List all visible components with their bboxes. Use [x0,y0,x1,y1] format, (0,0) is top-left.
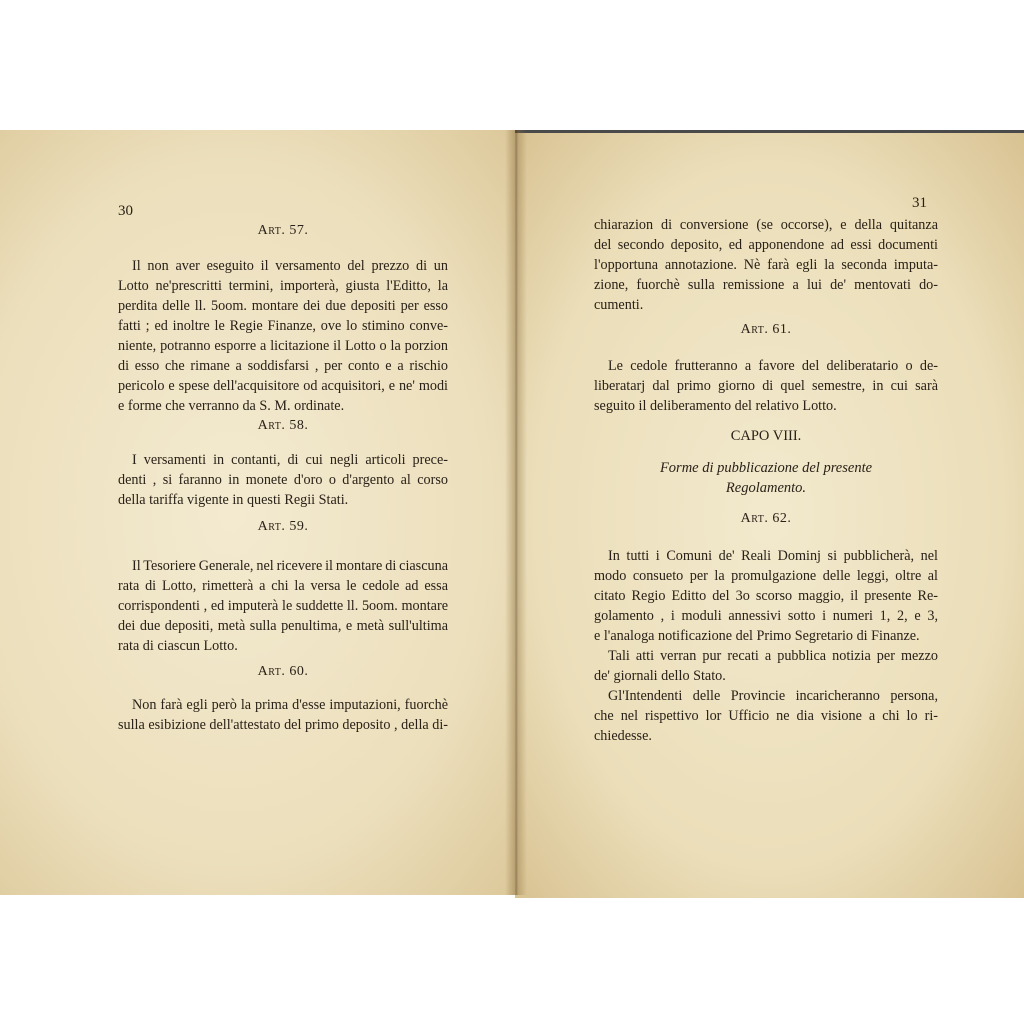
text-line: corrispondenti , ed imputerà le suddette ll. 5oom. montare [118,598,448,614]
article-57-text [118,256,448,416]
left-page [0,130,515,895]
heading-text: Art. 59. [257,519,309,534]
chapter-subtitle-line: Forme di pubblicazione del presente [659,460,873,476]
page-number-right: 31 [912,195,927,211]
text-line: Il Tesoriere Generale, nel ricevere il montare di ciascuna [132,558,448,574]
text-line: golamento , i moduli annessivi sotto i numeri 1, 2, e 3, [594,608,938,624]
chapter-subtitle [594,458,938,498]
article-59-text [118,556,448,656]
article-61-heading [594,322,938,338]
text-line: e l'analoga notificazione del Primo Segretario di Finanze. [594,628,920,644]
text-line: Il non aver eseguito il versamento del prezzo di un [132,258,448,274]
article-58-heading [118,418,448,434]
article-60-text [118,695,448,735]
page-number-left: 30 [118,203,133,219]
text-line: liberatarj dal primo giorno di quel semestre, in cui sarà [594,378,938,394]
text-line: che nel rispettivo lor Ufficio ne dia visione a chi lo ri- [594,708,938,724]
text-line: rata di Lotto, rimetterà a chi la versa le cedole ad essa [118,578,448,594]
text-line: citato Regio Editto del 3o scorso maggio, il presente Re- [594,588,938,604]
chapter-heading: CAPO VIII. [730,428,802,444]
text-line: Non farà egli però la prima d'esse imputazioni, fuorchè [132,697,448,713]
text-line: Le cedole frutteranno a favore del deliberatario o de- [608,358,938,374]
text-line: fatti ; ed inoltre le Regie Finanze, ove lo stimino conve- [118,318,448,334]
heading-text: Art. 58. [257,418,309,433]
text-line: chiedesse. [594,728,652,744]
text-line: pericolo e spese dell'acquisitore od acquisitori, e ne' modi [118,378,448,394]
text-line: Lotto ne'prescritti termini, importerà, giusta l'Editto, la [118,278,448,294]
article-62-text [594,546,938,746]
article-60-heading [118,664,448,680]
text-line: di esso che rimane a soddisfarsi , per conto e a rischio [118,358,448,374]
text-line: rata di ciascun Lotto. [118,638,238,654]
article-58-text [118,450,448,510]
text-line: sulla esibizione dell'attestato del primo deposito , della di- [118,717,448,733]
heading-text: Art. 60. [257,664,309,679]
heading-text: Art. 61. [740,322,792,337]
text-line: In tutti i Comuni de' Reali Dominj si pubblicherà, nel [608,548,938,564]
text-line: dei due depositi, metà sulla penultima, e metà sull'ultima [118,618,448,634]
text-line: Gl'Intendenti delle Provincie incaricheranno persona, [608,688,938,704]
text-line: zione, fuorchè sulla remissione a lui de' mentovati do- [594,277,938,293]
text-line: perdita delle ll. 5oom. montare dei due depositi per esso [118,298,448,314]
article-62-heading [594,511,938,527]
article-59-heading [118,519,448,535]
text-line: della tariffa vigente in questi Regii Stati. [118,492,349,508]
article-57-heading [118,223,448,239]
text-line: del secondo deposito, ed apponendone ad essi documenti [594,237,938,253]
heading-text: Art. 62. [740,511,792,526]
text-line: seguito il deliberamento del relativo Lotto. [594,398,837,414]
text-line: e forme che verranno da S. M. ordinate. [118,398,345,414]
text-line: cumenti. [594,297,644,313]
text-line: denti , si faranno in monete d'oro o d'argento al corso [118,472,448,488]
article-61-text [594,356,938,416]
book-gutter [505,130,527,895]
article-60-continued-text [594,215,938,315]
text-line: I versamenti in contanti, di cui negli articoli prece- [132,452,448,468]
text-line: Tali atti verran pur recati a pubblica notizia per mezzo [608,648,938,664]
chapter-subtitle-line: Regolamento. [725,480,807,496]
heading-text: Art. 57. [257,223,309,238]
text-line: chiarazion di conversione (se occorse), e della quitanza [594,217,938,233]
text-line: l'opportuna annotazione. Nè farà egli la seconda imputa- [594,257,938,273]
text-line: niente, potranno esporre a licitazione il Lotto o la porzion [118,338,448,354]
text-line: modo consueto per la promulgazione delle leggi, oltre al [594,568,938,584]
text-line: de' giornali dello Stato. [594,668,726,684]
